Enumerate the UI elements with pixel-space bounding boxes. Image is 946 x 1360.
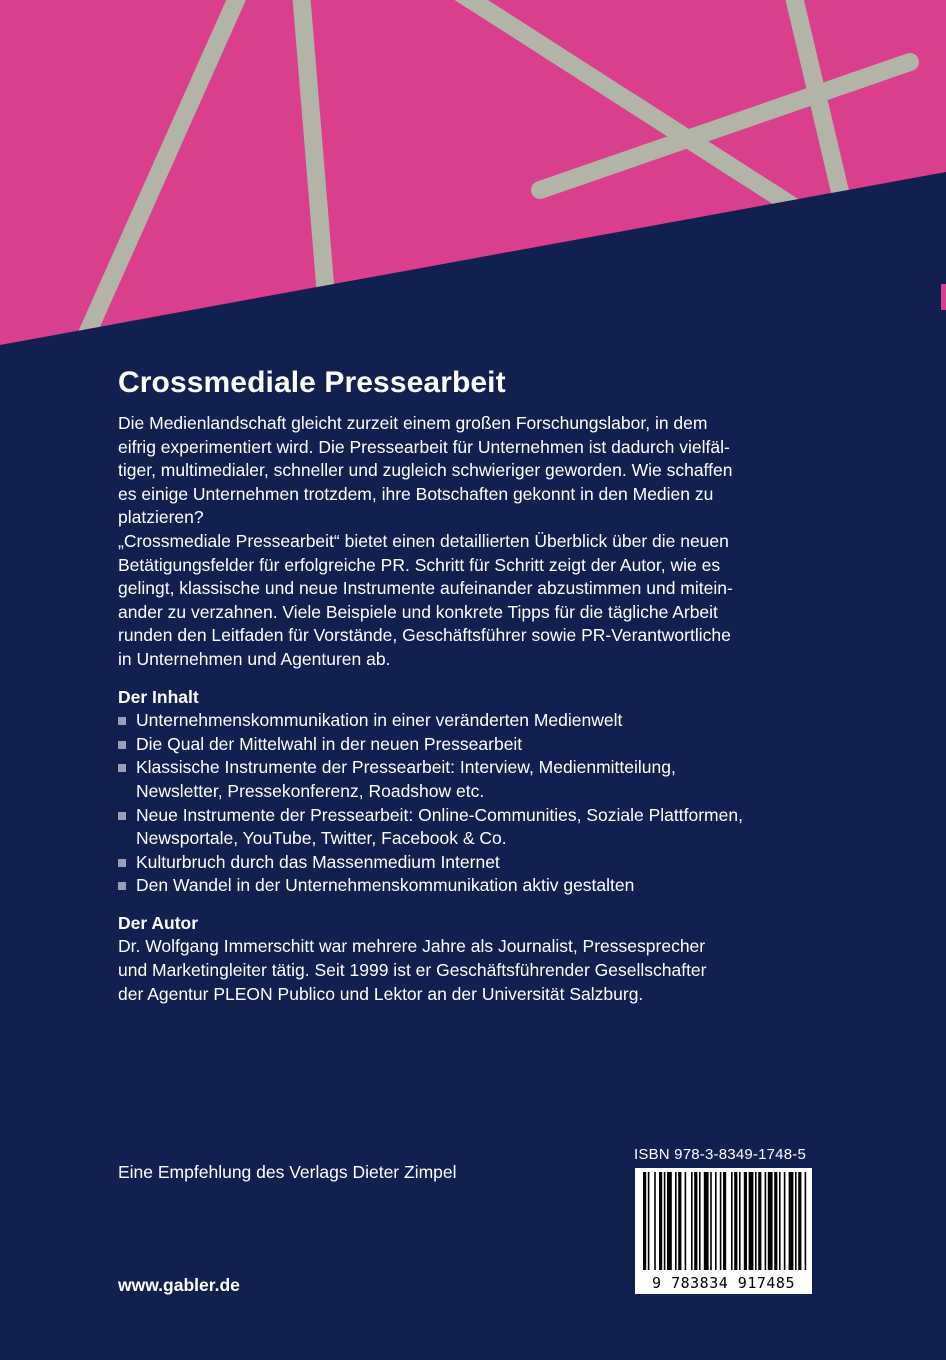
barcode-bar — [774, 1172, 777, 1270]
barcode-bar — [789, 1172, 794, 1270]
barcode-bar — [720, 1172, 722, 1270]
list-item — [118, 709, 818, 733]
barcode-bar — [798, 1172, 801, 1270]
barcode-bar — [654, 1172, 656, 1270]
list-item — [118, 804, 818, 851]
barcode-bar — [699, 1172, 701, 1270]
list-item — [118, 733, 818, 757]
barcode-bar — [664, 1172, 666, 1270]
bullet-square-icon — [118, 764, 126, 772]
barcode-bar — [779, 1172, 781, 1270]
author-bio: Dr. Wolfgang Immerschitt war mehrere Jahre als Journalist, Pressesprecher und Marketingleiter tätig. Seit 1999 ist er Geschäftsführender Gesellschafter der Agentur PLEON Publico und Lektor an der Universität Salzburg. — [118, 936, 707, 1004]
barcode-bar — [691, 1172, 693, 1270]
contents-list — [118, 709, 818, 898]
barcode-bar — [758, 1172, 761, 1270]
barcode-bar — [678, 1172, 681, 1270]
barcode-bar — [715, 1172, 717, 1270]
barcode-bar — [675, 1172, 677, 1270]
barcode-bar — [755, 1172, 757, 1270]
bullet-square-icon — [118, 741, 126, 749]
list-item-text: Klassische Instrumente der Pressearbeit: Interview, Medienmitteilung, Newsletter, Pressekonferenz, Roadshow etc. — [136, 757, 676, 801]
isbn-label: ISBN 978-3-8349-1748-5 — [634, 1146, 807, 1163]
barcode-bar — [723, 1172, 726, 1270]
bullet-square-icon — [118, 717, 126, 725]
pink-edge-mark — [941, 284, 946, 310]
publisher-recommendation: Eine Empfehlung des Verlags Dieter Zimpel — [118, 1162, 457, 1182]
bullet-square-icon — [118, 882, 126, 890]
publisher-website: www.gabler.de — [118, 1275, 240, 1295]
barcode-bar — [648, 1172, 650, 1270]
list-item-text: Neue Instrumente der Pressearbeit: Online-Communities, Soziale Plattformen, Newsportale, YouTube, Twitter, Facebook & Co. — [136, 804, 743, 849]
list-item-text: Kulturbruch durch das Massenmedium Internet — [136, 851, 500, 872]
contents-heading: Der Inhalt — [118, 686, 199, 707]
list-item-text: Den Wandel in der Unternehmenskommunikation aktiv gestalten — [136, 875, 635, 896]
barcode-bars — [635, 1168, 812, 1272]
list-item-text: Unternehmenskommunikation in einer veränderten Medienwelt — [136, 710, 623, 731]
barcode-bar — [765, 1172, 767, 1270]
barcode-bar — [704, 1172, 709, 1270]
barcode-bar — [667, 1172, 672, 1270]
bullet-square-icon — [118, 859, 126, 867]
list-item — [118, 756, 818, 803]
cover-graphic — [0, 0, 946, 360]
barcode-bar — [768, 1172, 773, 1270]
barcode-bar — [710, 1172, 712, 1270]
barcode-bar — [805, 1172, 807, 1270]
barcode-bar — [739, 1172, 741, 1270]
barcode-bar — [643, 1172, 646, 1270]
author-heading: Der Autor — [118, 912, 199, 933]
intro-paragraph-1: Die Medienlandschaft gleicht zurzeit einem großen Forschungslabor, in dem eifrig experimentiert wird. Die Pressearbeit für Unternehmen ist dadurch vielfäl- tiger, multimedialer, schneller und zugleich schwieriger geworden. Wie schaffen es einige Unternehmen trotzdem, ihre Botschaften gekonnt in den Medien zu platzieren? — [118, 413, 733, 528]
barcode-bar — [731, 1172, 733, 1270]
barcode-bar — [784, 1172, 786, 1270]
list-item — [118, 851, 818, 875]
list-item-text: Die Qual der Mittelwahl in der neuen Pressearbeit — [136, 733, 523, 754]
barcode-bar — [749, 1172, 754, 1270]
barcode-bar — [685, 1172, 687, 1270]
barcode-bar — [659, 1172, 662, 1270]
bullet-square-icon — [118, 812, 126, 820]
intro-paragraph-2: „Crossmediale Pressearbeit“ bietet einen detaillierten Überblick über die neuen Betätigungsfelder für erfolgreiche PR. Schritt für Schritt zeigt der Autor, wie es gelingt, klassische und neue Instrumente aufeinander abzustimmen und mitein- ander zu verzahnen. Viele Beispiele und konkrete Tipps für die tägliche Arbeit runden den Leitfaden für Vorstände, Geschäftsführer sowie PR-Verantwortliche in Unternehmen und Agenturen ab. — [118, 530, 733, 669]
barcode-bar — [795, 1172, 797, 1270]
barcode-digits: 9 783834 917485 — [652, 1274, 795, 1292]
back-cover-text — [118, 366, 818, 1006]
barcode-bar — [744, 1172, 747, 1270]
list-item — [118, 874, 818, 898]
barcode — [635, 1168, 812, 1294]
book-title: Crossmediale Pressearbeit — [118, 366, 506, 399]
barcode-bar — [734, 1172, 737, 1270]
barcode-bar — [694, 1172, 697, 1270]
